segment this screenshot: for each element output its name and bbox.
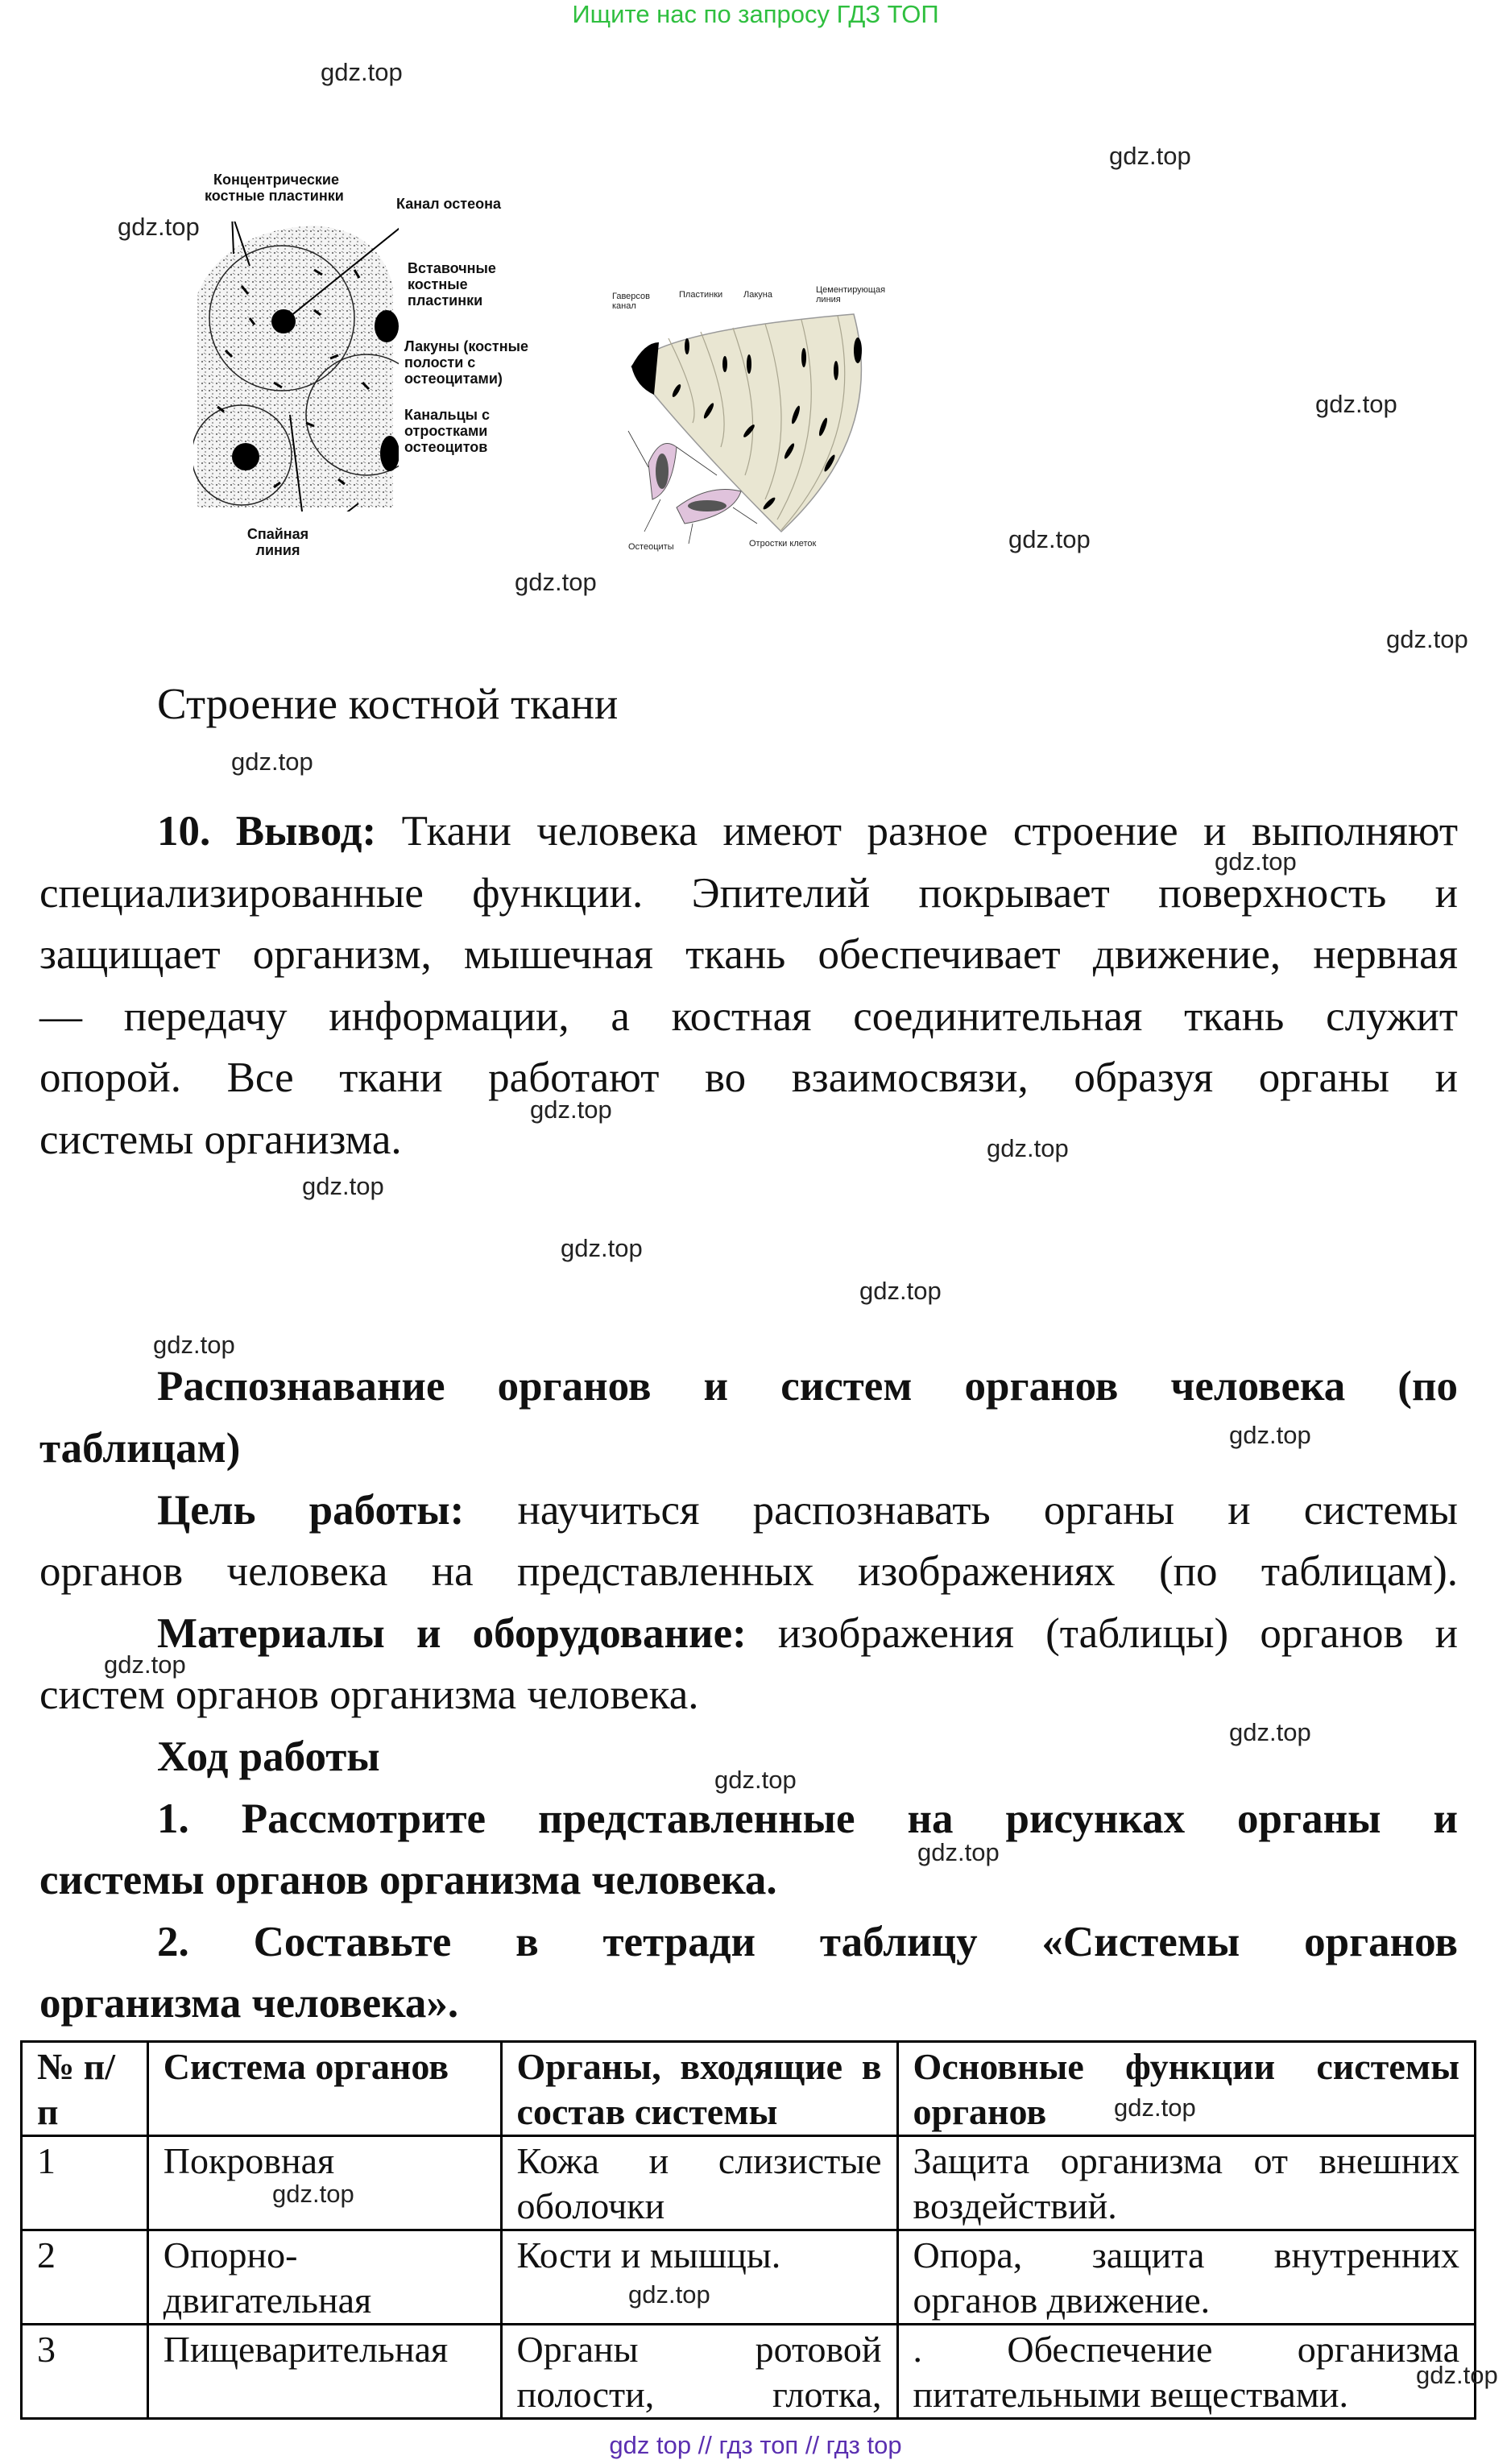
watermark: gdz.top: [153, 1331, 235, 1359]
cell-number: 3: [22, 2325, 148, 2419]
watermark: gdz.top: [272, 2180, 354, 2208]
header-number: № п/п: [22, 2042, 148, 2136]
watermark: gdz.top: [1109, 142, 1191, 170]
label-haversian-canal: Гаверсов канал: [612, 292, 650, 311]
header-system: Система органов: [147, 2042, 501, 2136]
watermark: gdz.top: [118, 213, 200, 241]
step-2-cont: организма человека».: [39, 1980, 459, 2027]
watermark: gdz.top: [561, 1234, 643, 1262]
label-cell-processes: Отростки клеток: [749, 539, 817, 549]
table-header-row: [22, 2042, 1476, 2136]
conclusion-label: 10. Вывод:: [157, 808, 377, 855]
watermark: gdz.top: [231, 747, 313, 776]
watermark: gdz.top: [859, 1277, 942, 1305]
figure-caption: Строение костной ткани: [157, 679, 619, 728]
watermark: gdz.top: [1215, 847, 1297, 876]
watermark: gdz.top: [321, 58, 403, 86]
watermark: gdz.top: [515, 568, 597, 596]
label-osteon-canal: Канал остеона: [396, 196, 502, 212]
table-row: [22, 2325, 1476, 2419]
watermark: gdz.top: [530, 1095, 612, 1124]
watermark: gdz.top: [714, 1766, 797, 1794]
label-cement-line-right: Цементирующая линия: [816, 285, 886, 304]
goal-label: Цель работы:: [157, 1486, 465, 1534]
label-interstitial-lamellae: Вставочные костные пластинки: [408, 260, 496, 309]
cell-number: 2: [22, 2230, 148, 2325]
label-concentric-lamellae: Концентрические: [213, 172, 339, 188]
conclusion-line: — передачу информации, а костная соединительная ткань служит: [39, 992, 1458, 1040]
label-canaliculi: Канальцы с отростками остеоцитов: [404, 407, 491, 455]
conclusion-line: защищает организм, мышечная ткань обеспечивает движение, нервная: [39, 931, 1458, 979]
watermark: gdz.top: [1315, 390, 1397, 418]
label-concentric-lamellae-2: костные пластинки: [205, 188, 344, 204]
goal-text-2: органов человека на представленных изображениях (по таблицам).: [39, 1548, 1458, 1596]
conclusion-line: 10. Вывод: Ткани человека имеют разное строение и выполняют: [157, 808, 1458, 855]
watermark: gdz.top: [1416, 2361, 1498, 2389]
watermark: gdz.top: [987, 1134, 1069, 1162]
label-osteocytes: Остеоциты: [628, 542, 674, 552]
watermark: gdz.top: [104, 1650, 186, 1679]
label-lamellae: Пластинки: [679, 290, 723, 300]
watermark: gdz.top: [1229, 1718, 1311, 1746]
watermark: gdz.top: [1386, 625, 1468, 653]
cell-organs: Кожа и слизистые оболочки: [501, 2136, 897, 2230]
goal-text: научиться распознавать органы и системы: [464, 1486, 1458, 1534]
watermark: gdz.top: [917, 1838, 1000, 1866]
materials-text: изображения (таблицы) органов и: [746, 1609, 1458, 1657]
step-1: 1. Рассмотрите представленные на рисунках органы и: [157, 1795, 1458, 1842]
organ-systems-table: [20, 2040, 1476, 2420]
conclusion-line: системы организма.: [39, 1116, 402, 1163]
label-cement-line: Спайная линия: [246, 526, 309, 558]
conclusion-line: специализированные функции. Эпителий покрывает поверхность и: [39, 869, 1458, 917]
step-1-cont: системы органов организма человека.: [39, 1857, 777, 1904]
cell-system: Покровная: [147, 2136, 501, 2230]
watermark: gdz.top: [1229, 1421, 1311, 1449]
step-2: 2. Составьте в тетради таблицу «Системы органов: [157, 1918, 1458, 1965]
cell-functions: . Обеспечение организма питательными веществами.: [897, 2325, 1475, 2419]
watermark: gdz.top: [1114, 2093, 1196, 2122]
watermark: gdz.top: [302, 1172, 384, 1200]
header-functions: Основные функции системы органов: [897, 2042, 1475, 2136]
lab-title: Распознавание органов и систем органов человека (по: [157, 1363, 1458, 1410]
cell-organs: Кости и мышцы.: [501, 2230, 897, 2325]
conclusion-line: опорой. Все ткани работают во взаимосвязи, образуя органы и: [39, 1054, 1458, 1102]
procedure-title: Ход работы: [157, 1733, 380, 1780]
header-organs: Органы, входящие в состав системы: [501, 2042, 897, 2136]
cell-number: 1: [22, 2136, 148, 2230]
materials-text-2: систем органов организма человека.: [39, 1671, 699, 1719]
lab-title-2: таблицам): [39, 1424, 241, 1472]
cell-system: Опорно-двигательная: [147, 2230, 501, 2325]
main-text: [39, 801, 1458, 2035]
cell-organs: Органы ротовой полости, глотка,: [501, 2325, 897, 2419]
footer-links[interactable]: gdz top // гдз топ // гдз top: [609, 2431, 902, 2459]
table-row: [22, 2230, 1476, 2325]
bone-cross-section-illustration: [193, 222, 399, 511]
cell-functions: Опора, защита внутренних органов движение.: [897, 2230, 1475, 2325]
label-lacuna: Лакуна: [743, 290, 772, 300]
search-banner[interactable]: Ищите нас по запросу ГДЗ ТОП: [572, 0, 939, 28]
watermark: gdz.top: [1008, 525, 1091, 553]
materials-label: Материалы и оборудование:: [157, 1609, 747, 1657]
osteon-illustration: [612, 274, 918, 548]
label-lacunae: Лакуны (костные полости с остеоцитами): [404, 338, 528, 387]
cell-system: Пищеварительная: [147, 2325, 501, 2419]
cell-functions: Защита организма от внешних воздействий.: [897, 2136, 1475, 2230]
watermark: gdz.top: [628, 2280, 710, 2309]
table-row: [22, 2136, 1476, 2230]
